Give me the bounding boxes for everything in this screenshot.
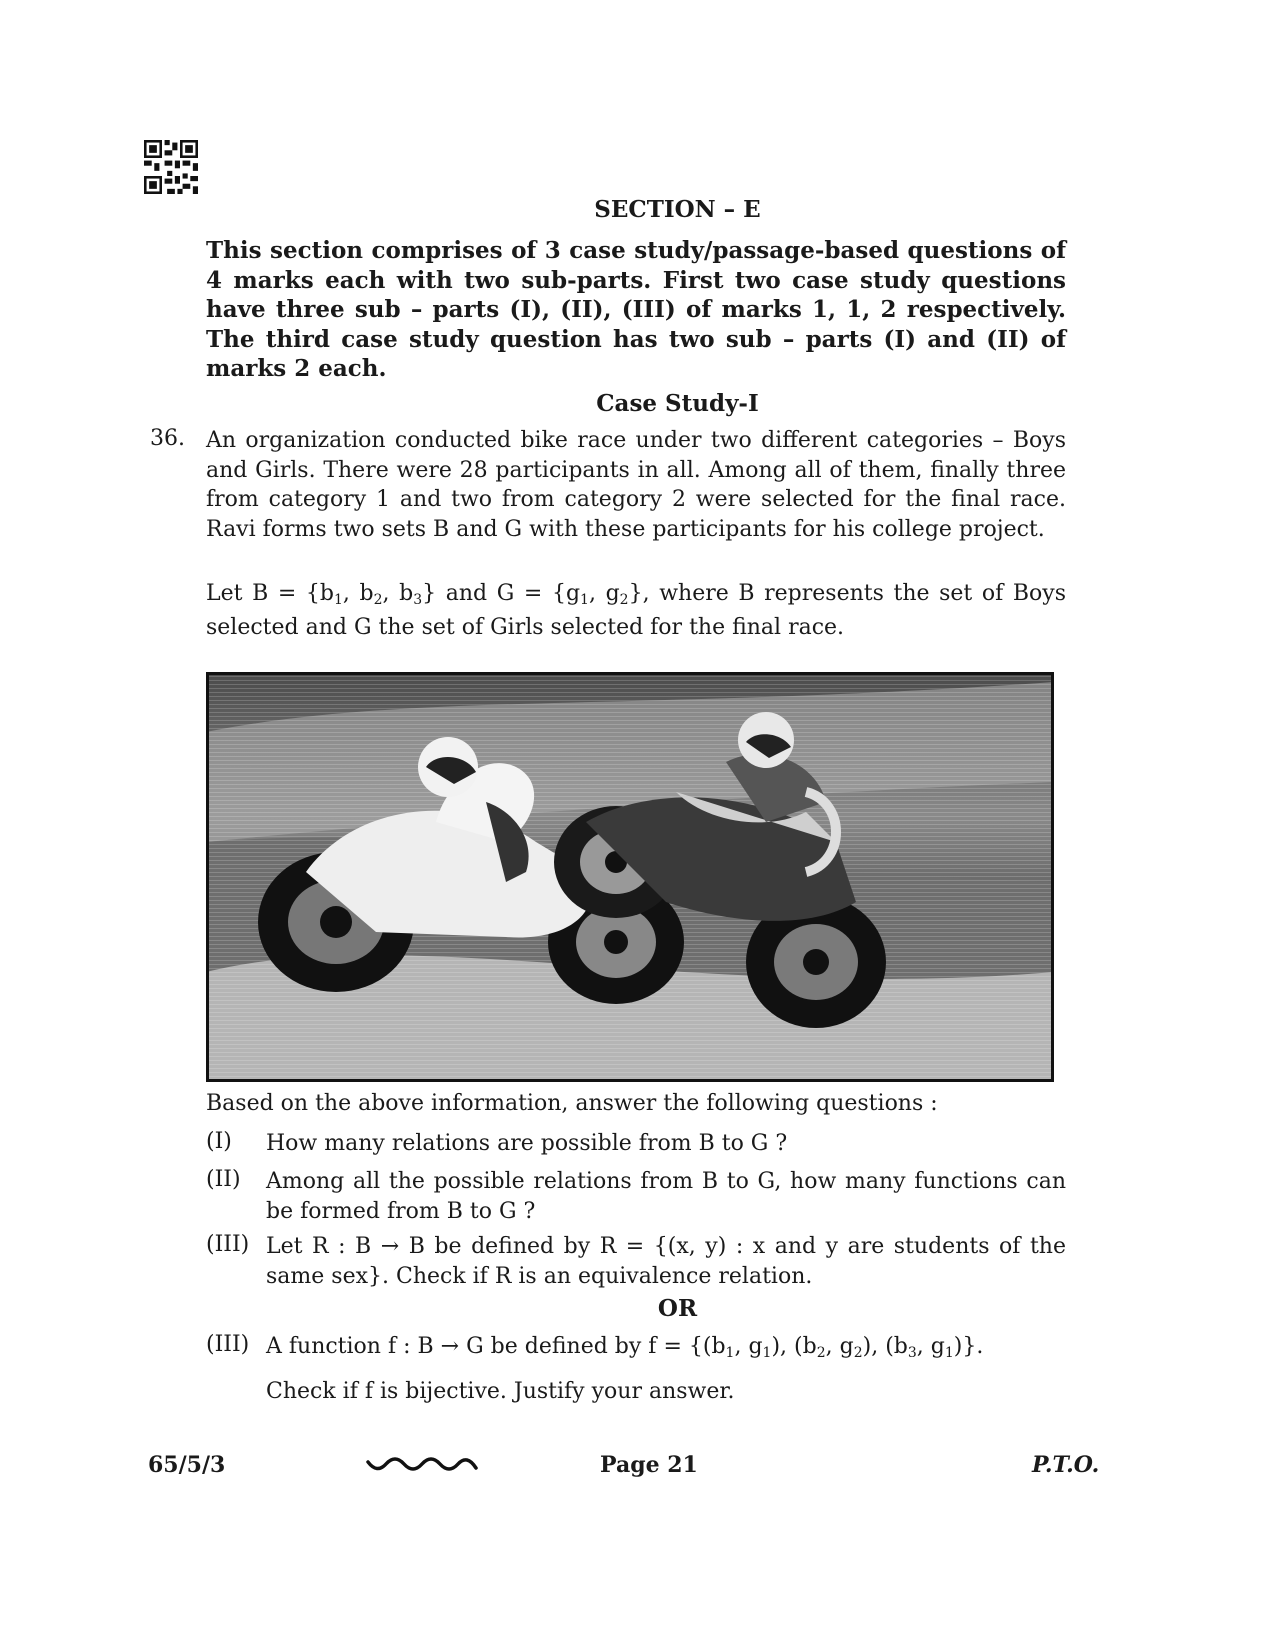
- part-label: (III): [206, 1232, 250, 1257]
- squiggle-ornament: [366, 1454, 478, 1476]
- part-text: Among all the possible relations from B to G, how many functions can be formed from B to G ?: [266, 1169, 1066, 1224]
- or-divider: OR: [657, 1295, 698, 1322]
- part-label: (II): [206, 1167, 241, 1192]
- part-label: (I): [206, 1129, 232, 1154]
- case-study-title: Case Study-I: [596, 390, 759, 417]
- section-title: SECTION – E: [594, 196, 761, 223]
- bike-race-photo: [206, 672, 1054, 1082]
- part-text: A function f : B → G be defined by $f = \{(b_1$, $g_1$), ($b_2$, $g_2$), ($b_3$, $g_1$)}.: [266, 1334, 984, 1361]
- question-number: 36.: [150, 426, 185, 451]
- paper-code: 65/5/3: [148, 1452, 226, 1478]
- part-label: (III): [206, 1332, 250, 1357]
- section-instructions: This section comprises of 3 case study/passage-based questions of 4 marks each with two sub-parts. First two case study questions have three sub – parts (I), (II), (III) of marks 1, 1, 2 respectively. The third case study question has two sub – parts (I) and (II) of marks 2 each.: [206, 237, 1066, 382]
- question-passage: An organization conducted bike race under two different categories – Boys and Girls. There were 28 participants in all. Among all of them, finally three from category 1 and two from category 2 were selected for the final race. Ravi forms two sets B and G with these participants for his college project.: [206, 428, 1066, 542]
- questions-lead-in: Based on the above information, answer the following questions :: [206, 1091, 938, 1116]
- set-definition: Let $B = \{b_1$, $b_2$, $b_3$} and $G = \{g_1$, $g_2$}, where B represents the set of Boys selected and G the set of Girls selected for the final race.: [206, 581, 1067, 640]
- qr-code: [144, 140, 198, 194]
- part-text: How many relations are possible from B to G ?: [266, 1131, 788, 1156]
- page-number: Page 21: [600, 1452, 698, 1478]
- please-turn-over: P.T.O.: [1032, 1452, 1100, 1478]
- part-text: Let R : B → B be defined by R = {(x, y) : x and y are students of the same sex}. Check if R is an equivalence relation.: [266, 1234, 1066, 1289]
- part-instruction: Check if f is bijective. Justify your answer.: [266, 1379, 735, 1404]
